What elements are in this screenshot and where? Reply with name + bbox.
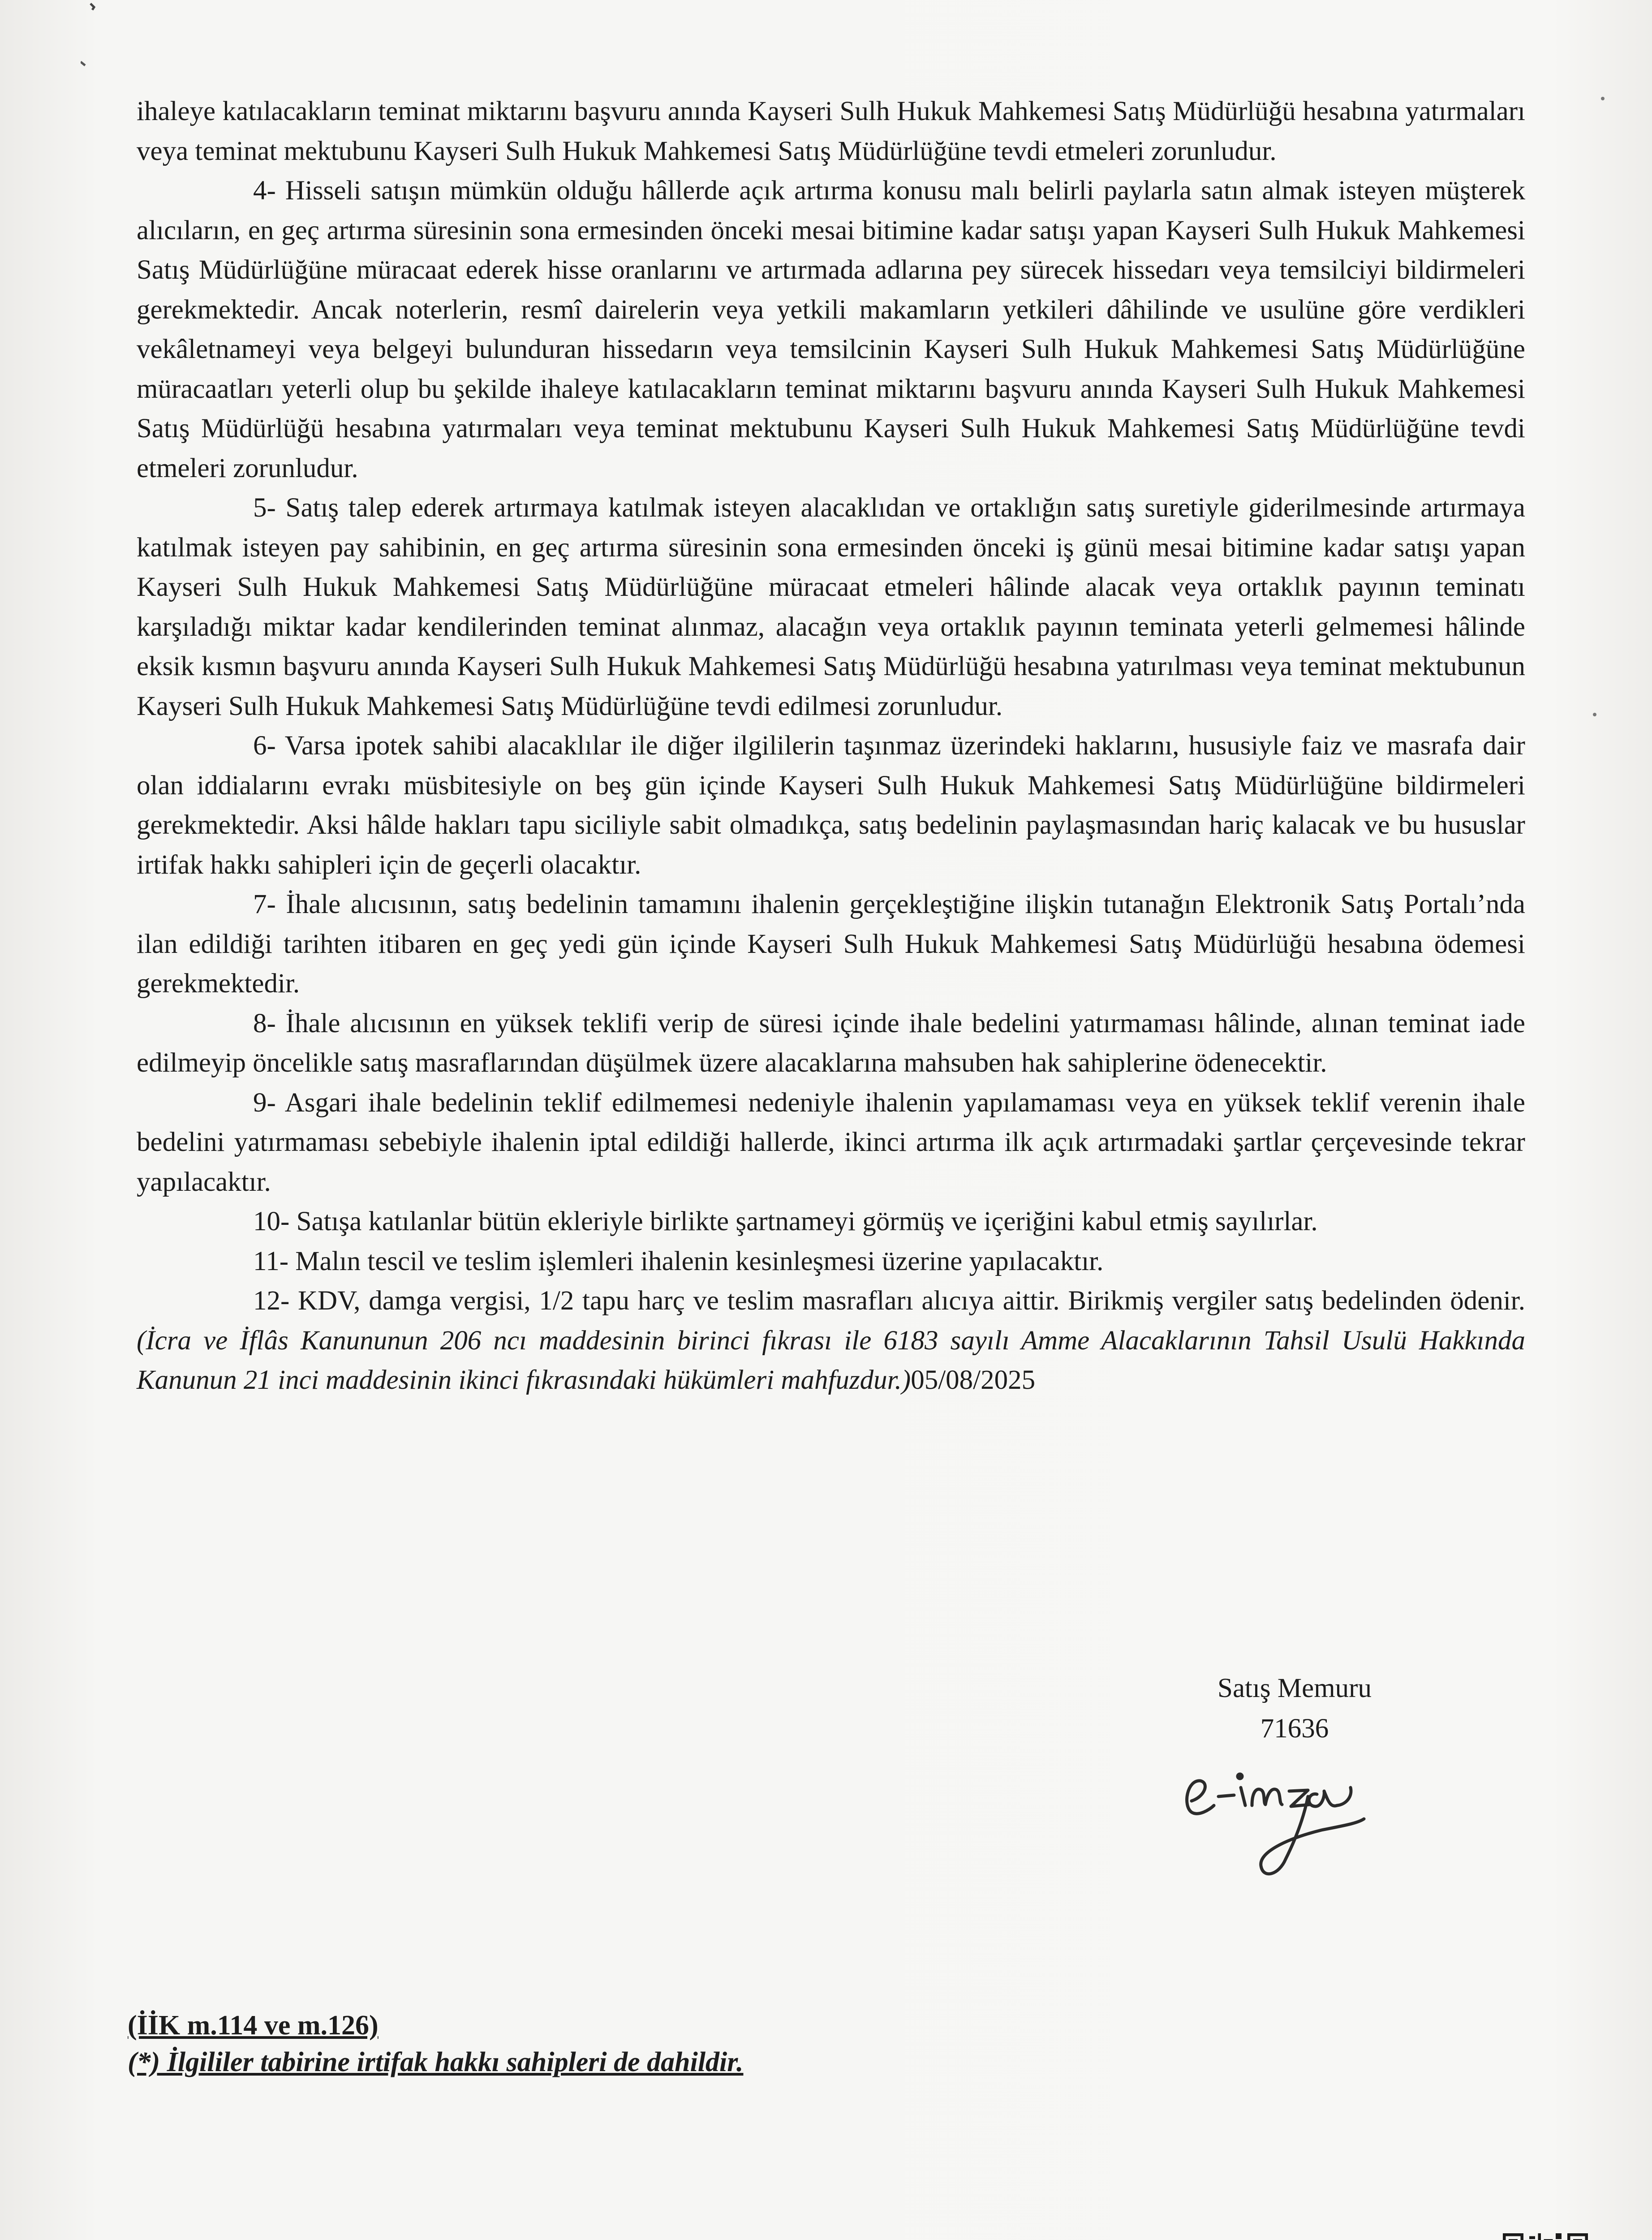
document-date: 05/08/2025 [911, 1365, 1036, 1395]
paragraph-12-text: 12- KDV, damga vergisi, 1/2 tapu harç ve teslim masrafları alıcıya aittir. Birikmiş vergiler satış bedelinden ödenir. [253, 1286, 1525, 1316]
signer-title: Satış Memuru [1217, 1673, 1372, 1703]
paragraph-11: 11- Malın tescil ve teslim işlemleri ihalenin kesinleşmesi üzerine yapılacaktır. [253, 1246, 1104, 1276]
e-signature-image [1174, 1752, 1424, 1913]
footnotes [128, 2007, 1024, 2081]
signer-number: 71636 [1260, 1714, 1329, 1744]
paragraph-12 [137, 1281, 1525, 1400]
paragraph-12-legal-note: (İcra ve İflâs Kanununun 206 ncı maddesinin birinci fıkrası ile 6183 sayılı Amme Alacaklarının Tahsil Usulü Hakkında Kanunun 21 inci maddesinin ikinci fıkrasındaki hükümleri mahfuzdur.) [137, 1325, 1525, 1395]
paragraph-8: 8- İhale alıcısının en yüksek teklifi verip de süresi içinde ihale bedelini yatırmaması hâlinde, alınan teminat iade edilmeyip öncelikle satış masraflarından düşülmek üzere alacaklarına mahsuben hak sahiplerine ödenecektir. [137, 1008, 1525, 1078]
scan-dot [1598, 94, 1607, 103]
paragraph-5: 5- Satış talep ederek artırmaya katılmak isteyen alacaklıdan ve ortaklığın satış suretiyle giderilmesinde artırmaya katılmak isteyen pay sahibinin, en geç artırma süresinin sona ermesinden önceki iş günü mesai bitimine kadar satışı yapan Kayseri Sulh Hukuk Mahkemesi Satış Müdürlüğüne müracaat etmeleri hâlinde alacak veya ortaklık payının teminatı karşıladığı miktar kadar kendilerinden teminat alınmaz, alacağın veya ortaklık payının teminata yeterli gelmemesi hâlinde eksik kısmın başvuru anında Kayseri Sulh Hukuk Mahkemesi Satış Müdürlüğü hesabına yatırılması veya teminat mektubunun Kayseri Sulh Hukuk Mahkemesi Satış Müdürlüğüne tevdi edilmesi zorunludur. [137, 493, 1525, 721]
paragraph-7: 7- İhale alıcısının, satış bedelinin tamamını ihalenin gerçekleştiğine ilişkin tutanağın Elektronik Satış Portalı’nda ilan edildiği tarihten itibaren en geç yedi gün içinde Kayseri Sulh Hukuk Mahkemesi Satış Müdürlüğü hesabına ödemesi gerekmektedir. [137, 889, 1525, 999]
paragraph-4: 4- Hisseli satışın mümkün olduğu hâllerde açık artırma konusu malı belirli paylarla satın almak isteyen müşterek alıcıların, en geç artırma süresinin sona ermesinden önceki mesai bitimine kadar satışı yapan Kayseri Sulh Hukuk Mahkemesi Satış Müdürlüğüne müracaat ederek hisse oranlarını ve artırmada adlarına pey sürecek hissedarı veya temsilciyi bildirmeleri gerekmektedir. Ancak noterlerin, resmî dairelerin veya yetkili makamların yetkileri dâhilinde ve usulüne göre verdikleri vekâletnameyi veya belgeyi bulunduran hissedarın veya temsilcinin Kayseri Sulh Hukuk Mahkemesi Satış Müdürlüğüne müracaatları yeterli olup bu şekilde ihaleye katılacakların teminat miktarını başvuru anında Kayseri Sulh Hukuk Mahkemesi Satış Müdürlüğü hesabına yatırmaları veya teminat mektubunu Kayseri Sulh Hukuk Mahkemesi Satış Müdürlüğüne tevdi etmeleri zorunludur. [137, 176, 1525, 483]
paragraph-10: 10- Satışa katılanlar bütün ekleriyle birlikte şartnameyi görmüş ve içeriğini kabul etmiş sayılırlar. [253, 1206, 1318, 1236]
scan-dot [1590, 710, 1599, 719]
scan-mark [81, 0, 108, 72]
footnote-note: (*) İlgililer tabirine irtifak hakkı sahipleri de dahildir. [128, 2047, 744, 2077]
paragraph-6: 6- Varsa ipotek sahibi alacaklılar ile diğer ilgililerin taşınmaz üzerindeki haklarını, hususiyle faiz ve masrafa dair olan iddialarını evrakı müsbitesiyle on beş gün içinde Kayseri Sulh Hukuk Mahkemesi Satış Müdürlüğüne bildirmeleri gerekmektedir. Aksi hâlde hakları tapu siciliyle sabit olmadıkça, satış bedelinin paylaşmasından hariç kalacak ve bu hususlar irtifak hakkı sahipleri için de geçerli olacaktır. [137, 731, 1525, 880]
law-reference: (İİK m.114 ve m.126) [128, 2010, 379, 2041]
paragraph-9: 9- Asgari ihale bedelinin teklif edilmemesi nedeniyle ihalenin yapılamaması veya en yüksek teklif verenin ihale bedelini yatırmaması sebebiyle ihalenin iptal edildiği hallerde, ikinci artırma ilk açık artırmadaki şartlar çerçevesinde tekrar yapılacaktır. [137, 1087, 1525, 1197]
qr-code-icon [1503, 2233, 1588, 2240]
paragraph-3-continuation: ihaleye katılacakların teminat miktarını başvuru anında Kayseri Sulh Hukuk Mahkemesi Satış Müdürlüğü hesabına yatırmaları veya teminat mektubunu Kayseri Sulh Hukuk Mahkemesi Satış Müdürlüğüne tevdi etmeleri zorunludur. [137, 96, 1525, 166]
document-body [137, 92, 1525, 1400]
